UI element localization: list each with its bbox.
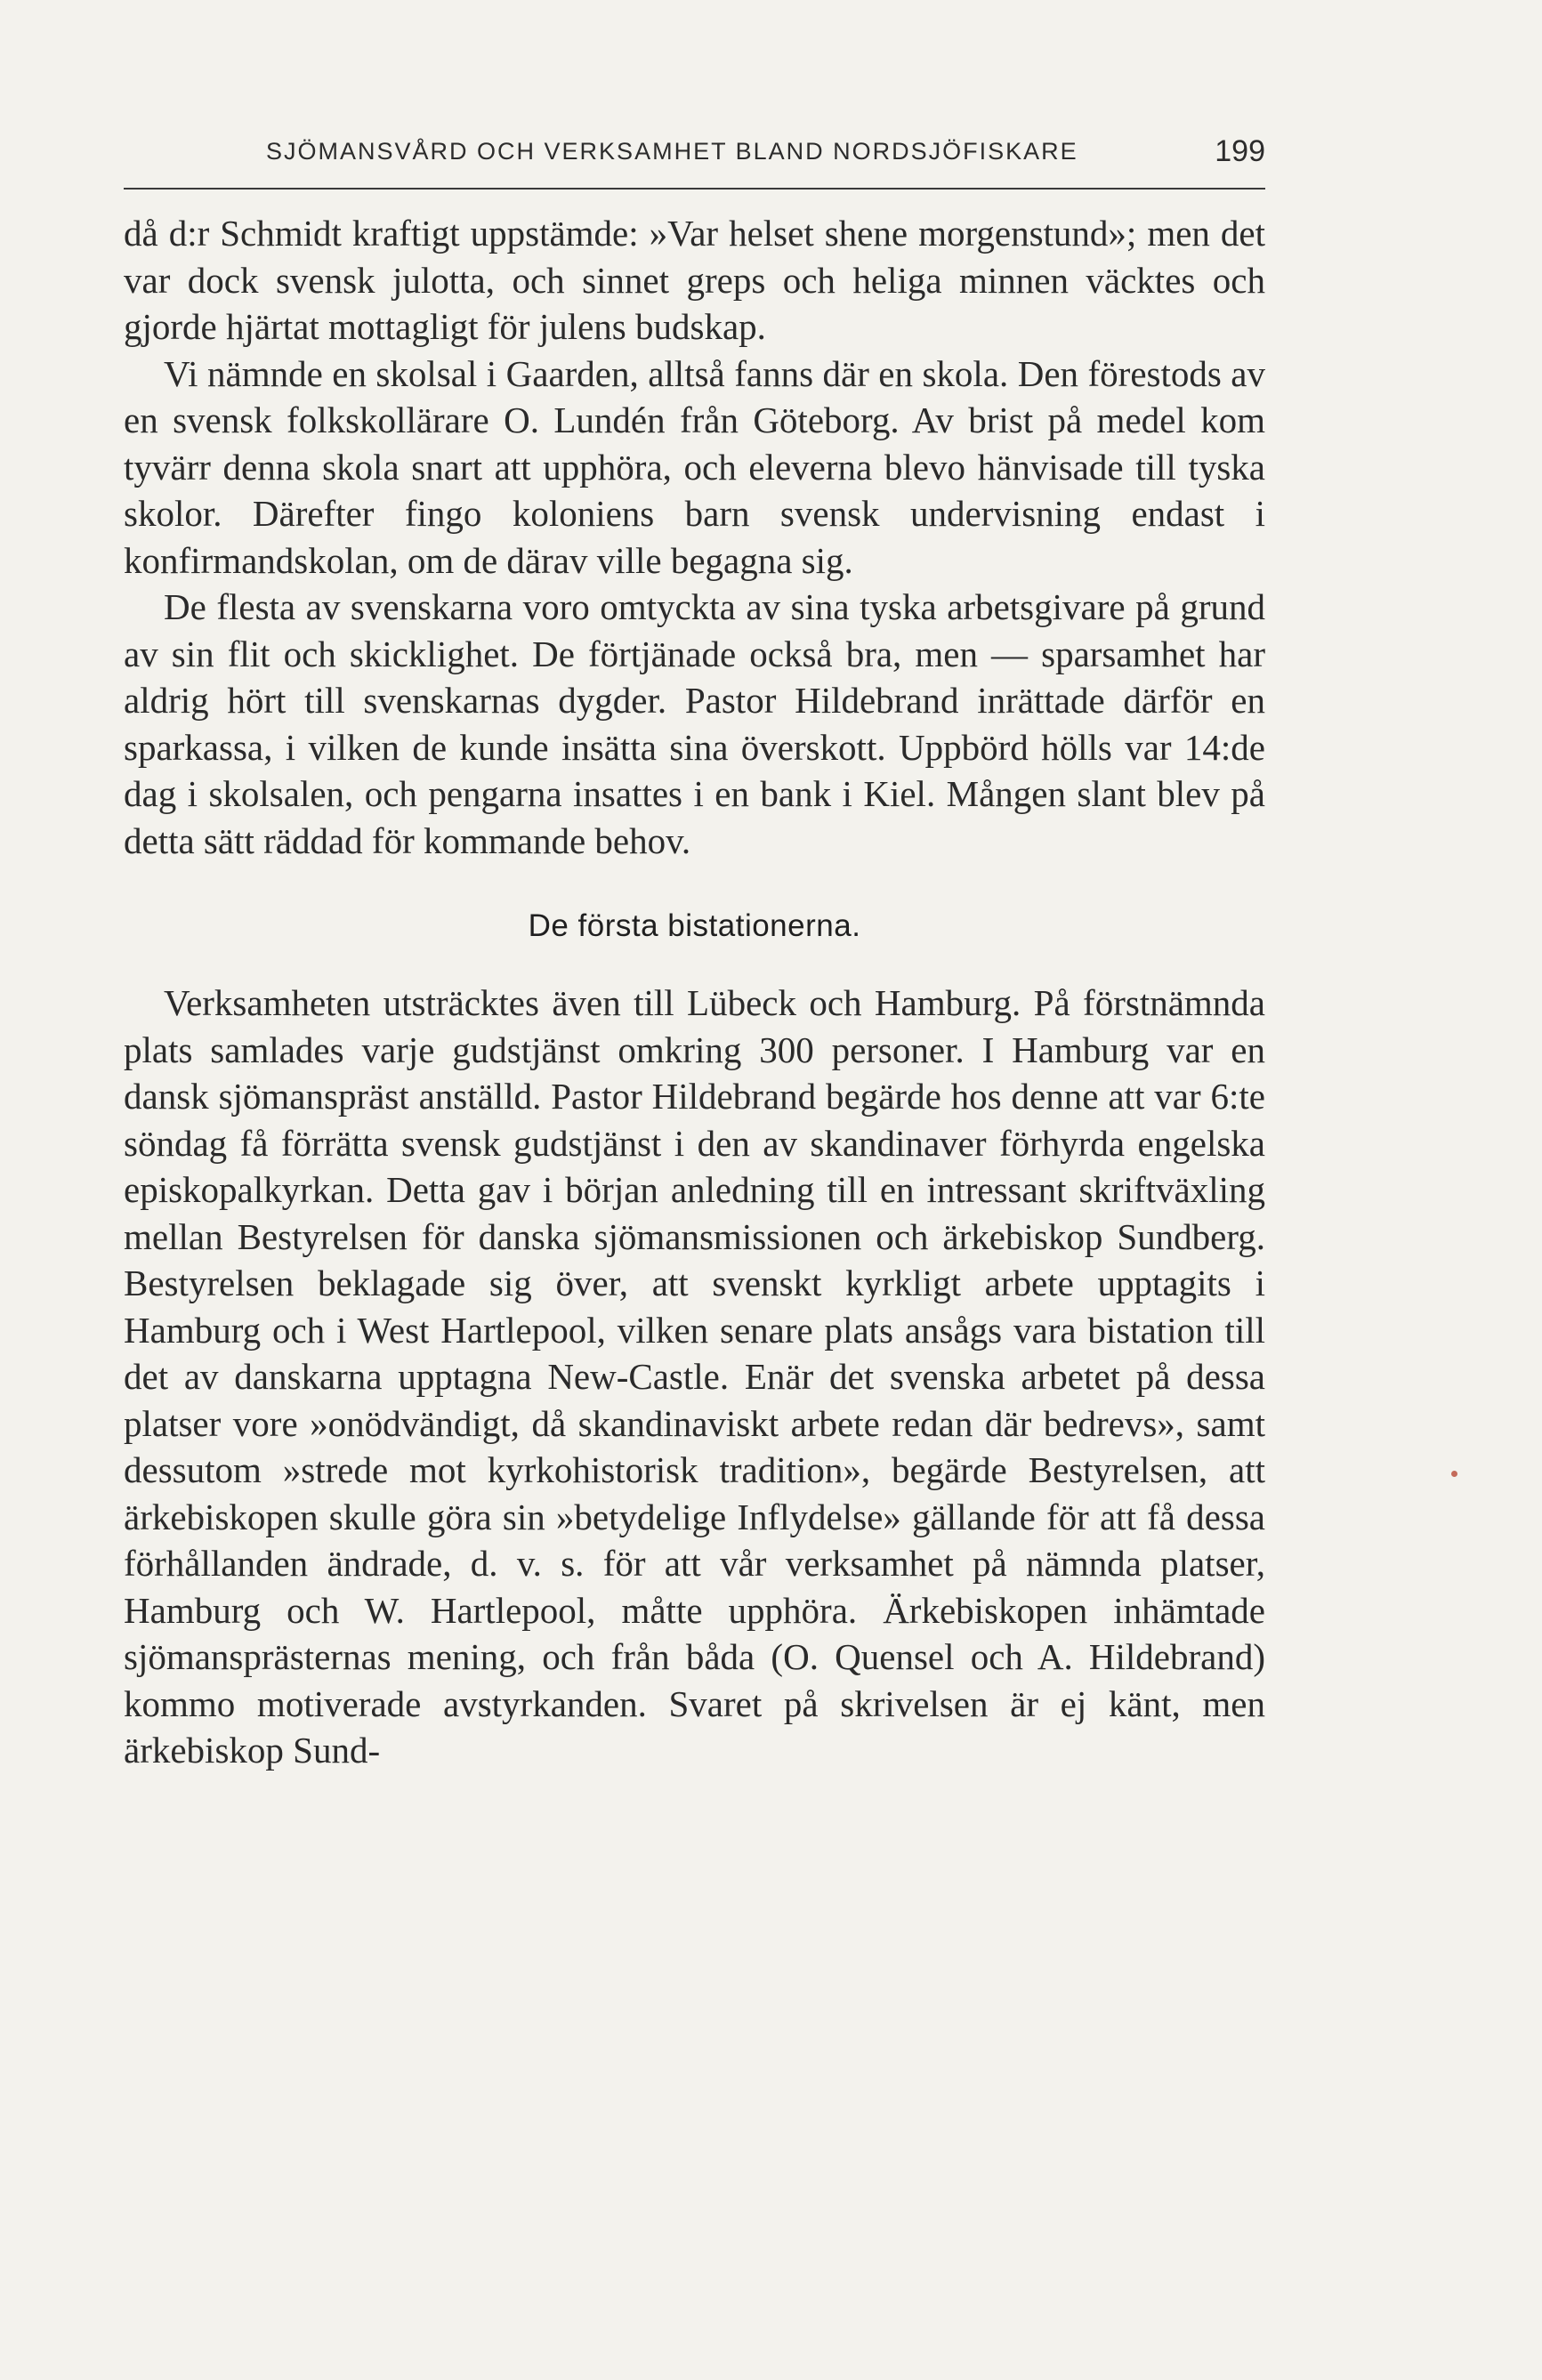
- body-text: [124, 210, 1265, 1774]
- section-heading: De första bistationerna.: [528, 908, 861, 943]
- paragraph-bistations: Verksamheten utsträcktes även till Lübeck och Hamburg. På förstnämnda plats samlades varje gudstjänst omkring 300 personer. I Hamburg var en dansk sjömanspräst anställd. Pastor Hildebrand begärde hos denne att var 6:te söndag få förrätta svensk gudstjänst i den av skandinaver förhyrda engelska episkopalkyrkan. Detta gav i början anledning till en intressant skriftväxling mellan Bestyrelsen för danska sjömansmissionen och ärkebiskop Sundberg. Bestyrelsen beklagade sig över, att svenskt kyrkligt arbete upptagits i Hamburg och i West Hartlepool, vilken senare plats ansågs vara bistation till det av danskarna upptagna New-Castle. Enär det svenska arbetet på dessa platser vore »onödvändigt, då skandinaviskt arbete redan där bedrevs», samt dessutom »strede mot kyrkohistorisk tradition», begärde Bestyrelsen, att ärkebiskopen skulle göra sin »betydelige Inflydelse» gällande för att få dessa förhållanden ändrade, d. v. s. för att vår verksamhet på nämnda platser, Hamburg och W. Hartlepool, måtte upphöra. Ärkebiskopen inhämtade sjömansprästernas mening, och från båda (O. Quensel och A. Hildebrand) kommo motiverade avstyrkanden. Svaret på skrivelsen är ej känt, men ärkebiskop Sund-: [124, 982, 1265, 1771]
- paragraph-savings-bank: De flesta av svenskarna voro omtyckta av sina tyska arbetsgivare på grund av sin flit och skicklighet. De förtjänade också bra, men — sparsamhet har aldrig hört till svenskarnas dygder. Pastor Hildebrand inrättade därför en sparkassa, i vilken de kunde insätta sina överskott. Uppbörd hölls var 14:de dag i skolsalen, och pengarna insattes i en bank i Kiel. Mången slant blev på detta sätt räddad för kommande behov.: [124, 586, 1265, 861]
- header-rule: [124, 188, 1265, 190]
- running-title: SJÖMANSVÅRD OCH VERKSAMHET BLAND NORDSJÖFISKARE: [266, 138, 1078, 165]
- paper-speck: [1451, 1471, 1457, 1477]
- paragraph-continuation: då d:r Schmidt kraftigt uppstämde: »Var helset shene morgenstund»; men det var dock svensk julotta, och sinnet greps och heliga minnen väcktes och gjorde hjärtat mottagligt för julens budskap.: [124, 213, 1265, 347]
- page-number: 199: [1215, 134, 1265, 168]
- running-header: [124, 136, 1265, 181]
- paragraph-school: Vi nämnde en skolsal i Gaarden, alltså fanns där en skola. Den förestods av en svensk folkskollärare O. Lundén från Göteborg. Av brist på medel kom tyvärr denna skola snart att upphöra, och eleverna blevo hänvisade till tyska skolor. Därefter fingo koloniens barn svensk undervisning endast i konfirmandskolan, om de därav ville begagna sig.: [124, 352, 1265, 581]
